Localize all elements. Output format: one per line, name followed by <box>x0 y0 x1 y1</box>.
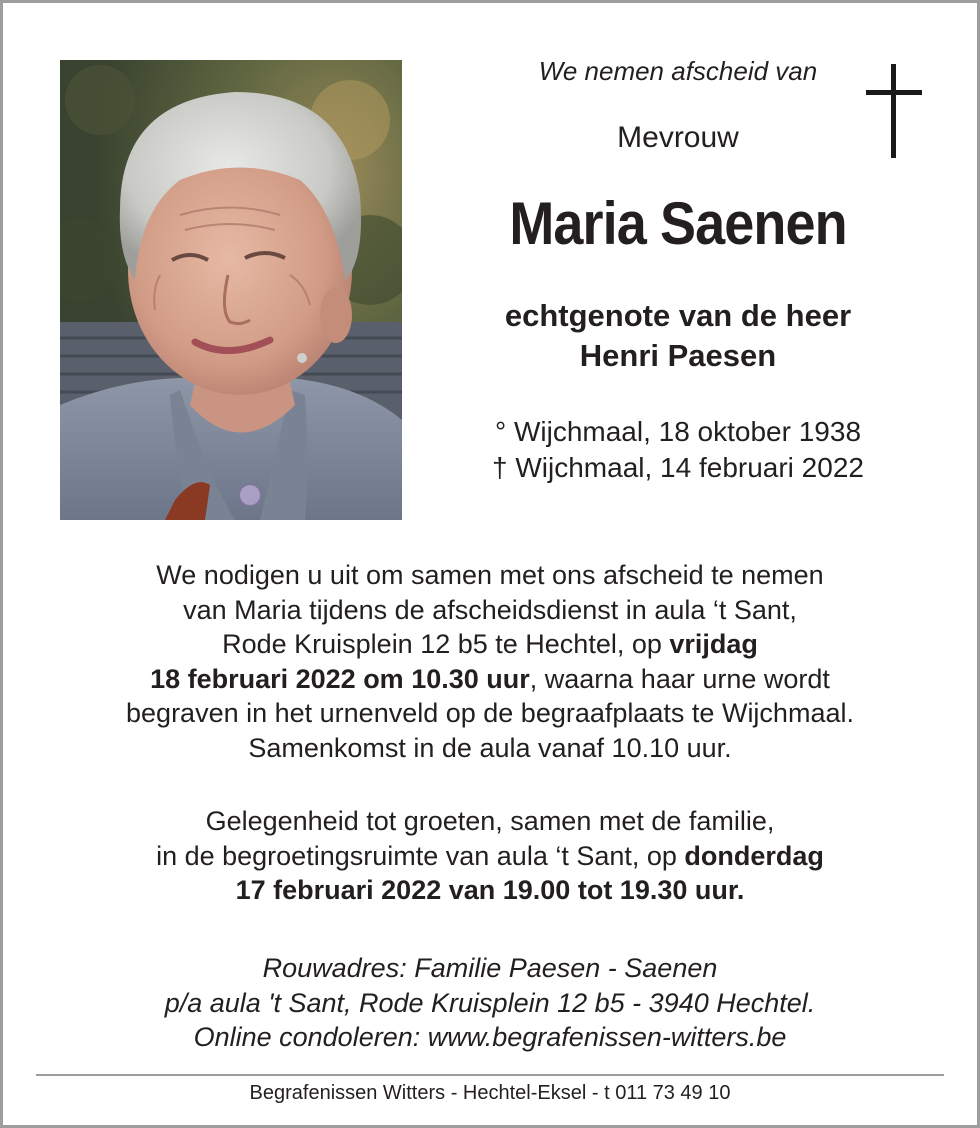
spouse-line-2: Henri Paesen <box>579 338 777 373</box>
salutation: Mevrouw <box>617 121 739 154</box>
portrait-photo <box>60 60 402 520</box>
visitation-day: donderdag <box>684 840 824 871</box>
ceremony-line: begraven in het urnenveld op de begraafplaats te Wijchmaal. <box>126 698 854 728</box>
ceremony-location: Rode Kruisplein 12 b5 te Hechtel, op <box>222 629 670 659</box>
mourning-address <box>40 951 940 1055</box>
life-dates <box>440 414 916 486</box>
address-line: Rouwadres: Familie Paesen - Saenen <box>262 953 718 983</box>
footer-divider <box>36 1074 944 1076</box>
intro-text: We nemen afscheid van <box>538 56 818 86</box>
ceremony-line <box>40 627 940 662</box>
visitation-paragraph <box>40 804 940 908</box>
address-line: p/a aula 't Sant, Rode Kruisplein 12 b5 - 3940 Hechtel. <box>164 987 816 1018</box>
condolence-link: Online condoleren: www.begrafenissen-witters.be <box>193 1022 787 1052</box>
visitation-line <box>40 873 940 908</box>
ceremony-line <box>40 662 940 697</box>
ceremony-line: We nodigen u uit om samen met ons afscheid te nemen <box>156 560 824 590</box>
ceremony-urn-text: , waarna haar urne wordt <box>529 663 830 694</box>
visitation-location: in de begroetingsruimte van aula ‘t Sant, op <box>156 840 685 871</box>
deceased-name: Maria Saenen <box>509 190 847 257</box>
death-date: † Wijchmaal, 14 februari 2022 <box>492 452 864 483</box>
visitation-line <box>40 839 940 874</box>
spouse-line-1: echtgenote van de heer <box>504 298 852 333</box>
visitation-datetime: 17 februari 2022 van 19.00 tot 19.30 uur. <box>235 875 745 905</box>
birth-date: ° Wijchmaal, 18 oktober 1938 <box>494 416 862 447</box>
spouse-info <box>440 296 916 376</box>
ceremony-paragraph <box>40 558 940 765</box>
visitation-line: Gelegenheid tot groeten, samen met de familie, <box>205 806 775 836</box>
funeral-home-footer: Begrafenissen Witters - Hechtel-Eksel - t 011 73 49 10 <box>249 1082 731 1104</box>
ceremony-line: Samenkomst in de aula vanaf 10.10 uur. <box>248 732 732 763</box>
ceremony-line: van Maria tijdens de afscheidsdienst in aula ‘t Sant, <box>183 594 797 625</box>
ceremony-day: vrijdag <box>669 629 758 659</box>
ceremony-datetime: 18 februari 2022 om 10.30 uur <box>150 663 530 694</box>
